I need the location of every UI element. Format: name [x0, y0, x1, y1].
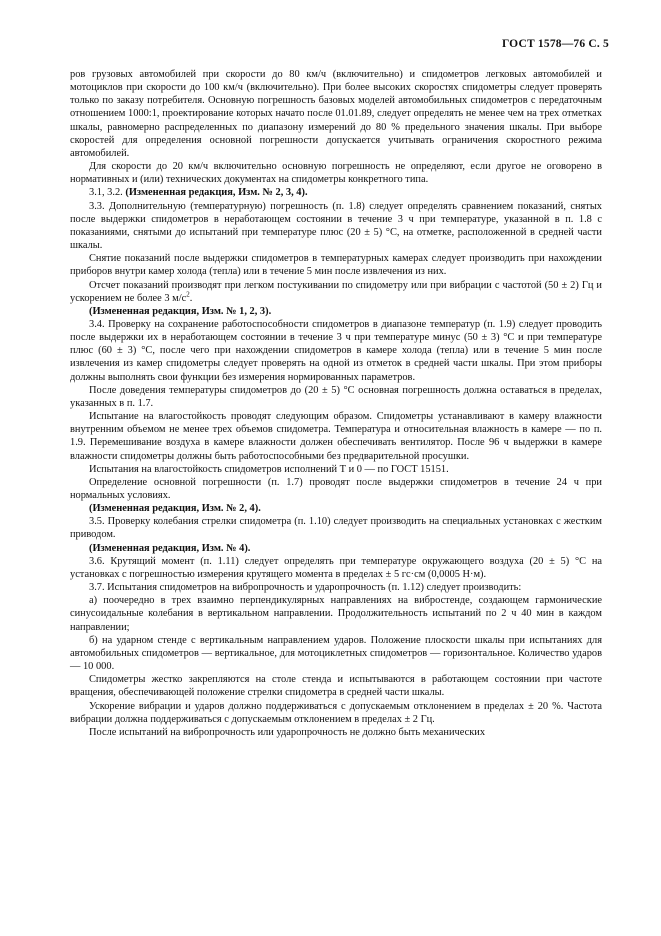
paragraph-3-7: 3.7. Испытания спидометров на вибропрочность и ударопрочность (п. 1.12) следует производить:: [89, 582, 522, 594]
paragraph-3-3: 3.3. Дополнительную (температурную) погрешность (п. 1.8) следует определять сравнением показаний, снятых после выдержки спидометров в неработающем состоянии в течение 3 ч при температуре, указанной в п. 1.8 с показаниями, снятыми до испытаний при температуре плюс (20 ± 5) °С, на отметке, расположенной в средней части шкалы.: [70, 200, 602, 252]
paragraph: Снятие показаний после выдержки спидометров в температурных камерах следует производить при нахождении приборов внутри камер холода (тепла) или в течение 5 мин после извлечения из них.: [70, 253, 602, 278]
amendment-note: (Измененная редакция, Изм. № 1, 2, 3).: [89, 305, 272, 317]
paragraph: Испытание на влагостойкость проводят следующим образом. Спидометры устанавливают в камеру влажности внутренним объемом не менее трех объемов спидометра. Температура и относительная влажность в камере — по п. 1.9. Перемешивание воздуха в камере влажности должен обеспечивать вентилятор. После 96 ч выдержки в камере влажности спидометры должны быть работоспособными без предварительной просушки.: [70, 411, 602, 462]
paragraph-continuation: ров грузовых автомобилей при скорости до 80 км/ч (включительно) и спидометров легковых автомобилей и мотоциклов при скорости до 100 км/ч (включительно). При более высоких скоростях спидометры следует проверять только по заказу потребителя. Основную погрешность базовых моделей автомобильных спидометров с передаточным отношением 1000:1, проектирование которых начато после 01.01.89, следует определять не менее чем на трех отметках шкалы, равномерно распределенных по диапазону измерений до 80 % предельного значения шкалы. При выборе скоростей для определения основной погрешности допускается учитывать ограничения скоростного режима автомобилей.: [70, 69, 602, 159]
paragraph-3-4: 3.4. Проверку на сохранение работоспособности спидометров в диапазоне температур (п. 1.9) следует проводить после выдержки их в неработающем состоянии в течение 3 ч при температуре минус (50 ± 3) °С и при температуре плюс (60 ± 3) °С, после чего при нахождении спидометров в камере холода (тепла) или в течение 5 мин после извлечения из камер спидометры следует проверять на одной из отметок в средней части шкалы. При этом приборы должны выполнять свои функции без измерения нормированных параметров.: [70, 318, 602, 383]
list-item-b: б) на ударном стенде с вертикальным направлением ударов. Положение плоскости шкалы при испытаниях для автомобильных спидометров — вертикальное, для мотоциклетных спидометров — горизонтальное. Количество ударов — 10 000.: [70, 634, 602, 673]
amendment-note: (Измененная редакция, Изм. № 2, 4).: [89, 503, 261, 515]
page-header: ГОСТ 1578—76 С. 5: [501, 38, 609, 50]
paragraph: Спидометры жестко закрепляются на столе стенда и испытываются в работающем состоянии при частоте вращения, обеспечивающей положение стрелки спидометра в средней части шкалы.: [70, 674, 602, 699]
paragraph: Отсчет показаний производят при легком постукивании по спидометру или при вибрации с частотой (50 ± 2) Гц и ускорением не более 3 $м/с^2$.: [70, 279, 602, 304]
list-item-a: а) поочередно в трех взаимно перпендикулярных направлениях на вибростенде, создающем гармонические синусоидальные колебания в вертикальном направлении. Продолжительность испытаний по 2 ч 40 мин в каждом направлении;: [70, 595, 602, 633]
paragraph-3-6: 3.6. Крутящий момент (п. 1.11) следует определять при температуре окружающего воздуха (20 ± 5) °С на установках с погрешностью измерения крутящего момента в пределах ± 5 гс·см (0,0005 Н·м).: [70, 555, 602, 580]
document-body: [70, 68, 602, 739]
paragraph: Испытания на влагостойкость спидометров исполнений Т и 0 — по ГОСТ 15151.: [89, 463, 449, 475]
paragraph: Для скорости до 20 км/ч включительно основную погрешность не определяют, если другое не оговорено в нормативных и (или) технических документах на спидометры конкретного типа.: [70, 161, 602, 186]
paragraph: После испытаний на вибропрочность или ударопрочность не должно быть механических: [89, 726, 486, 738]
amendment-note: 3.1, 3.2. (Измененная редакция, Изм. № 2, 3, 4).: [89, 187, 308, 199]
amendment-note: (Измененная редакция, Изм. № 4).: [89, 542, 251, 554]
paragraph: После доведения температуры спидометров до (20 ± 5) °С основная погрешность должна оставаться в пределах, указанных в п. 1.7.: [70, 384, 602, 409]
paragraph-3-5: 3.5. Проверку колебания стрелки спидометра (п. 1.10) следует производить на специальных установках с жестким приводом.: [70, 516, 602, 541]
paragraph: Определение основной погрешности (п. 1.7) проводят после выдержки спидометров в течение 24 ч при нормальных условиях.: [70, 476, 602, 501]
paragraph: Ускорение вибрации и ударов должно поддерживаться с допускаемым отклонением в пределах ± 20 %. Частота вибрации должна поддерживаться с допускаемым отклонением в пределах ± 2 Гц.: [70, 700, 602, 725]
